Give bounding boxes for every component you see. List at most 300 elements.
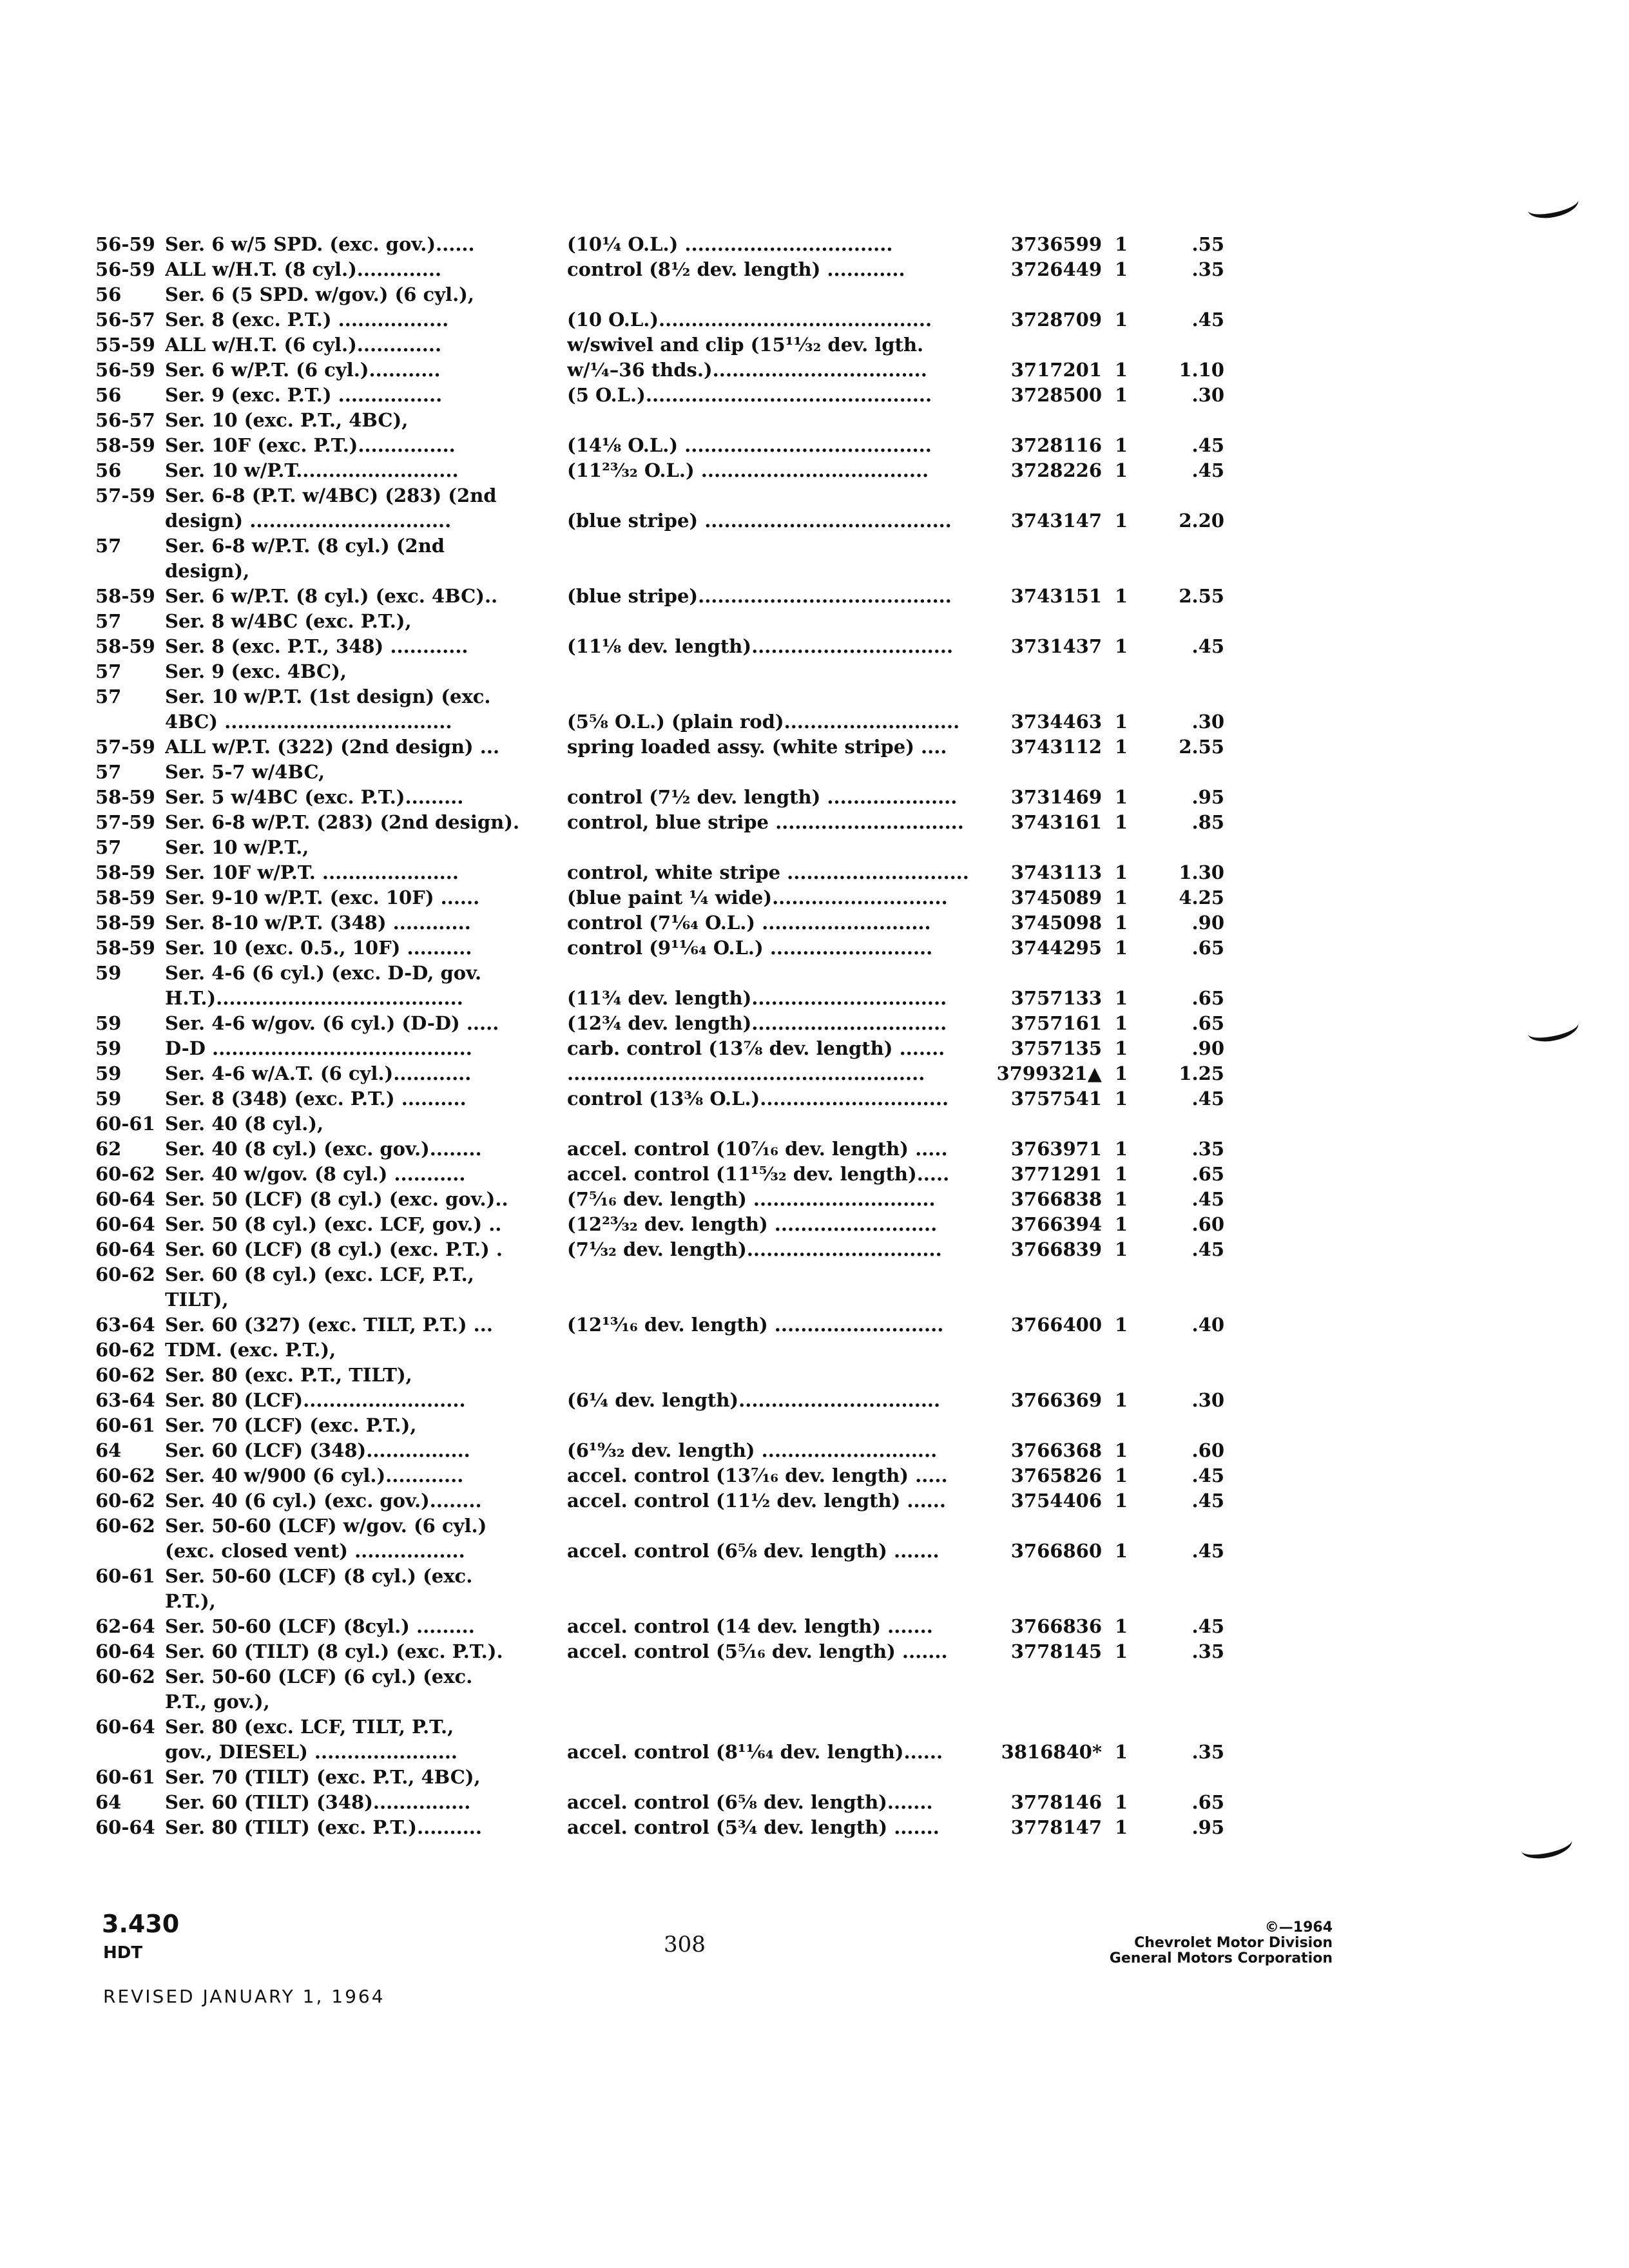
model-description: Ser. 60 (LCF) (348)................: [165, 1439, 470, 1461]
parts-row: [0, 533, 1629, 559]
part-number: 3728116: [1010, 434, 1102, 456]
price: .45: [1191, 309, 1224, 331]
part-number: 3799321▲: [996, 1062, 1102, 1084]
model-years: 60-62: [95, 1666, 155, 1687]
model-description: ALL w/H.T. (6 cyl.).............: [165, 334, 442, 356]
parts-row: [0, 1363, 1629, 1388]
model-description: Ser. 4-6 w/gov. (6 cyl.) (D-D) .....: [165, 1012, 499, 1034]
model-description: Ser. 60 (327) (exc. TILT, P.T.) ...: [165, 1314, 493, 1336]
part-number: 3743151: [1010, 585, 1102, 607]
parts-row: [0, 1689, 1629, 1715]
model-years: 58-59: [95, 887, 155, 908]
parts-row: [0, 508, 1629, 533]
part-number: 3766836: [1010, 1615, 1102, 1637]
parts-row: [0, 257, 1629, 282]
price: .65: [1191, 1791, 1224, 1813]
part-description: control, white stripe ............................: [567, 861, 969, 883]
quantity: 1: [1114, 736, 1128, 758]
model-years: 56-59: [95, 359, 155, 381]
quantity: 1: [1114, 1540, 1128, 1562]
price: .35: [1191, 258, 1224, 280]
price: .90: [1191, 912, 1224, 934]
quantity: 1: [1114, 1012, 1128, 1034]
parts-row: [0, 483, 1629, 508]
parts-row: [0, 1715, 1629, 1740]
parts-row: [0, 1111, 1629, 1137]
part-number: 3778146: [1010, 1791, 1102, 1813]
model-description: design) ...............................: [165, 510, 452, 532]
quantity: 1: [1114, 434, 1128, 456]
part-description: control, blue stripe .............................: [567, 811, 964, 833]
quantity: 1: [1114, 987, 1128, 1009]
model-description: Ser. 50-60 (LCF) (6 cyl.) (exc.: [165, 1666, 473, 1687]
model-description: Ser. 6 w/P.T. (8 cyl.) (exc. 4BC)..: [165, 585, 498, 607]
model-years: 62: [95, 1138, 122, 1160]
parts-row: [0, 961, 1629, 986]
model-years: 60-61: [95, 1565, 155, 1587]
part-number: 3757161: [1010, 1012, 1102, 1034]
quantity: 1: [1114, 459, 1128, 481]
part-description: .......................................................: [567, 1062, 925, 1084]
parts-row: [0, 1614, 1629, 1639]
model-years: 56-57: [95, 309, 155, 331]
parts-row: [0, 659, 1629, 684]
part-description: (6¹⁹⁄₃₂ dev. length) ...........................: [567, 1439, 938, 1461]
quantity: 1: [1114, 1389, 1128, 1411]
model-years: 63-64: [95, 1314, 155, 1336]
parts-row: [0, 885, 1629, 910]
part-description: (7⁵⁄₁₆ dev. length) ............................: [567, 1188, 936, 1210]
model-years: 59: [95, 1062, 122, 1084]
model-description: Ser. 40 w/900 (6 cyl.)............: [165, 1465, 464, 1486]
parts-row: [0, 1539, 1629, 1564]
model-years: 60-61: [95, 1113, 155, 1135]
model-description: Ser. 80 (exc. P.T., TILT),: [165, 1364, 412, 1386]
quantity: 1: [1114, 635, 1128, 657]
model-years: 57: [95, 686, 122, 707]
model-years: 59: [95, 1088, 122, 1110]
parts-row: [0, 1815, 1629, 1840]
model-description: Ser. 50-60 (LCF) (8 cyl.) (exc.: [165, 1565, 473, 1587]
quantity: 1: [1114, 585, 1128, 607]
parts-row: [0, 1790, 1629, 1815]
model-years: 58-59: [95, 635, 155, 657]
model-years: 60-62: [95, 1465, 155, 1486]
part-description: control (7¹⁄₆₄ O.L.) ..........................: [567, 912, 931, 934]
price: .45: [1191, 459, 1224, 481]
part-description: (12¹³⁄₁₆ dev. length) ..........................: [567, 1314, 944, 1336]
model-years: 57-59: [95, 485, 155, 506]
model-description: Ser. 6 w/P.T. (6 cyl.)...........: [165, 359, 441, 381]
part-description: accel. control (13⁷⁄₁₆ dev. length) .....: [567, 1465, 948, 1486]
model-years: 60-61: [95, 1414, 155, 1436]
part-description: w/swivel and clip (15¹¹⁄₃₂ dev. lgth.: [567, 334, 924, 356]
model-years: 60-64: [95, 1188, 155, 1210]
quantity: 1: [1114, 1238, 1128, 1260]
part-description: control (9¹¹⁄₆₄ O.L.) .........................: [567, 937, 933, 959]
part-number: 3766400: [1010, 1314, 1102, 1336]
part-number: 3744295: [1010, 937, 1102, 959]
parts-row: [0, 986, 1629, 1011]
model-description: (exc. closed vent) .................: [165, 1540, 465, 1562]
quantity: 1: [1114, 384, 1128, 406]
model-years: 60-61: [95, 1766, 155, 1788]
model-years: 60-62: [95, 1490, 155, 1512]
part-description: accel. control (5⁵⁄₁₆ dev. length) .......: [567, 1640, 948, 1662]
price: .95: [1191, 1816, 1224, 1838]
price: .95: [1191, 786, 1224, 808]
model-description: Ser. 40 (8 cyl.) (exc. gov.)........: [165, 1138, 482, 1160]
price: .45: [1191, 1540, 1224, 1562]
part-description: accel. control (11¹⁵⁄₃₂ dev. length).....: [567, 1163, 950, 1185]
model-description: Ser. 70 (LCF) (exc. P.T.),: [165, 1414, 417, 1436]
model-description: Ser. 60 (LCF) (8 cyl.) (exc. P.T.) .: [165, 1238, 503, 1260]
price: .90: [1191, 1037, 1224, 1059]
part-description: (6¼ dev. length)...............................: [567, 1389, 941, 1411]
part-number: 3771291: [1010, 1163, 1102, 1185]
model-description: Ser. 10 w/P.T.........................: [165, 459, 459, 481]
price: 2.20: [1179, 510, 1224, 532]
model-years: 55-59: [95, 334, 155, 356]
model-years: 59: [95, 962, 122, 984]
quantity: 1: [1114, 233, 1128, 255]
parts-row: [0, 1589, 1629, 1614]
model-years: 56-59: [95, 233, 155, 255]
part-description: w/¼–36 thds.).................................: [567, 359, 927, 381]
quantity: 1: [1114, 1816, 1128, 1838]
model-description: Ser. 6 (5 SPD. w/gov.) (6 cyl.),: [165, 284, 474, 305]
quantity: 1: [1114, 258, 1128, 280]
quantity: 1: [1114, 1314, 1128, 1336]
parts-row: [0, 282, 1629, 307]
part-description: accel. control (10⁷⁄₁₆ dev. length) .....: [567, 1138, 948, 1160]
model-years: 57-59: [95, 811, 155, 833]
parts-row: [0, 383, 1629, 408]
part-description: accel. control (5¾ dev. length) .......: [567, 1816, 940, 1838]
binder-mark: [1525, 188, 1581, 222]
model-description: P.T.),: [165, 1590, 216, 1612]
model-years: 60-64: [95, 1816, 155, 1838]
section-code: HDT: [103, 1943, 143, 1963]
price: .60: [1191, 1213, 1224, 1235]
model-years: 64: [95, 1439, 122, 1461]
model-description: TILT),: [165, 1289, 229, 1311]
parts-row: [0, 1086, 1629, 1111]
quantity: 1: [1114, 786, 1128, 808]
parts-row: [0, 1413, 1629, 1438]
model-description: Ser. 80 (TILT) (exc. P.T.)..........: [165, 1816, 482, 1838]
parts-row: [0, 810, 1629, 835]
quantity: 1: [1114, 1138, 1128, 1160]
part-description: (7¹⁄₃₂ dev. length)..............................: [567, 1238, 942, 1260]
part-description: (blue stripe).......................................: [567, 585, 952, 607]
price: .45: [1191, 1088, 1224, 1110]
parts-row: [0, 1514, 1629, 1539]
model-description: H.T.)......................................: [165, 987, 463, 1009]
price: .40: [1191, 1314, 1224, 1336]
model-years: 60-64: [95, 1213, 155, 1235]
part-number: 3766839: [1010, 1238, 1102, 1260]
division-line: Chevrolet Motor Division: [1134, 1935, 1333, 1951]
model-years: 59: [95, 1012, 122, 1034]
model-years: 60-62: [95, 1264, 155, 1285]
quantity: 1: [1114, 1062, 1128, 1084]
model-description: Ser. 9-10 w/P.T. (exc. 10F) ......: [165, 887, 480, 908]
price: 2.55: [1179, 736, 1224, 758]
part-description: (10 O.L.)..........................................: [567, 309, 932, 331]
parts-row: [0, 760, 1629, 785]
model-description: Ser. 60 (TILT) (348)...............: [165, 1791, 471, 1813]
part-description: accel. control (6⅝ dev. length) .......: [567, 1540, 940, 1562]
model-description: Ser. 4-6 w/A.T. (6 cyl.)............: [165, 1062, 472, 1084]
quantity: 1: [1114, 912, 1128, 934]
price: .60: [1191, 1439, 1224, 1461]
quantity: 1: [1114, 1791, 1128, 1813]
parts-list: [0, 232, 1629, 1840]
model-description: D-D ........................................: [165, 1037, 472, 1059]
model-description: Ser. 5 w/4BC (exc. P.T.).........: [165, 786, 464, 808]
part-description: accel. control (6⅝ dev. length).......: [567, 1791, 933, 1813]
part-description: control (8½ dev. length) ............: [567, 258, 905, 280]
part-number: 3731469: [1010, 786, 1102, 808]
parts-row: [0, 684, 1629, 709]
price: .65: [1191, 937, 1224, 959]
part-number: 3734463: [1010, 711, 1102, 733]
price: .35: [1191, 1138, 1224, 1160]
parts-row: [0, 785, 1629, 810]
parts-row: [0, 1388, 1629, 1413]
model-years: 57-59: [95, 736, 155, 758]
quantity: 1: [1114, 359, 1128, 381]
model-description: Ser. 8 (exc. P.T., 348) ............: [165, 635, 468, 657]
model-description: Ser. 10F w/P.T. .....................: [165, 861, 459, 883]
part-description: control (7½ dev. length) ....................: [567, 786, 958, 808]
quantity: 1: [1114, 510, 1128, 532]
part-number: 3736599: [1010, 233, 1102, 255]
part-number: 3717201: [1010, 359, 1102, 381]
model-description: Ser. 9 (exc. 4BC),: [165, 660, 347, 682]
price: .35: [1191, 1640, 1224, 1662]
model-description: TDM. (exc. P.T.),: [165, 1339, 336, 1361]
revision-date: REVISED JANUARY 1, 1964: [103, 1986, 385, 2007]
part-description: (11⅛ dev. length)...............................: [567, 635, 954, 657]
part-number: 3763971: [1010, 1138, 1102, 1160]
part-number: 3731437: [1010, 635, 1102, 657]
part-number: 3745098: [1010, 912, 1102, 934]
part-number: 3778145: [1010, 1640, 1102, 1662]
model-description: Ser. 50-60 (LCF) w/gov. (6 cyl.): [165, 1515, 487, 1537]
quantity: 1: [1114, 1490, 1128, 1512]
part-number: 3765826: [1010, 1465, 1102, 1486]
quantity: 1: [1114, 309, 1128, 331]
model-description: Ser. 10 (exc. 0.5., 10F) ..........: [165, 937, 472, 959]
model-years: 64: [95, 1791, 122, 1813]
page-number: 308: [664, 1932, 706, 1957]
parts-row: [0, 358, 1629, 383]
price: .55: [1191, 233, 1224, 255]
price: 4.25: [1179, 887, 1224, 908]
part-description: accel. control (11½ dev. length) ......: [567, 1490, 946, 1512]
parts-row: [0, 1664, 1629, 1689]
quantity: 1: [1114, 1213, 1128, 1235]
parts-row: [0, 1036, 1629, 1061]
parts-row: [0, 1639, 1629, 1664]
model-years: 57: [95, 761, 122, 783]
parts-row: [0, 1137, 1629, 1162]
quantity: 1: [1114, 937, 1128, 959]
price: .45: [1191, 1490, 1224, 1512]
parts-row: [0, 634, 1629, 659]
price: .65: [1191, 1163, 1224, 1185]
quantity: 1: [1114, 811, 1128, 833]
part-description: accel. control (8¹¹⁄₆₄ dev. length)......: [567, 1741, 943, 1763]
part-number: 3743147: [1010, 510, 1102, 532]
model-years: 57: [95, 535, 122, 557]
parts-row: [0, 860, 1629, 885]
quantity: 1: [1114, 1037, 1128, 1059]
model-description: Ser. 10F (exc. P.T.)...............: [165, 434, 456, 456]
part-description: accel. control (14 dev. length) .......: [567, 1615, 933, 1637]
quantity: 1: [1114, 711, 1128, 733]
section-number: 3.430: [102, 1910, 180, 1938]
corporation-line: General Motors Corporation: [1109, 1950, 1333, 1966]
part-number: 3726449: [1010, 258, 1102, 280]
part-description: (5 O.L.)............................................: [567, 384, 932, 406]
model-years: 60-64: [95, 1640, 155, 1662]
parts-row: [0, 1287, 1629, 1312]
model-description: Ser. 6-8 w/P.T. (283) (2nd design).: [165, 811, 520, 833]
part-number: 3757541: [1010, 1088, 1102, 1110]
model-description: Ser. 10 (exc. P.T., 4BC),: [165, 409, 409, 431]
part-description: control (13⅜ O.L.).............................: [567, 1088, 949, 1110]
model-years: 59: [95, 1037, 122, 1059]
part-number: 3766368: [1010, 1439, 1102, 1461]
model-description: 4BC) ...................................: [165, 711, 452, 733]
model-years: 56: [95, 459, 122, 481]
quantity: 1: [1114, 861, 1128, 883]
part-number: 3766369: [1010, 1389, 1102, 1411]
parts-row: [0, 835, 1629, 860]
part-number: 3754406: [1010, 1490, 1102, 1512]
price: .30: [1191, 1389, 1224, 1411]
parts-row: [0, 1162, 1629, 1187]
model-description: Ser. 40 (8 cyl.),: [165, 1113, 324, 1135]
parts-row: [0, 584, 1629, 609]
model-description: Ser. 9 (exc. P.T.) ................: [165, 384, 443, 406]
price: 1.25: [1179, 1062, 1224, 1084]
model-description: ALL w/H.T. (8 cyl.).............: [165, 258, 442, 280]
part-description: (11¾ dev. length)..............................: [567, 987, 947, 1009]
model-years: 56: [95, 284, 122, 305]
price: .45: [1191, 1615, 1224, 1637]
model-description: Ser. 8 (exc. P.T.) .................: [165, 309, 449, 331]
model-years: 60-64: [95, 1716, 155, 1738]
model-description: Ser. 5-7 w/4BC,: [165, 761, 325, 783]
model-description: Ser. 6-8 w/P.T. (8 cyl.) (2nd: [165, 535, 445, 557]
parts-row: [0, 1061, 1629, 1086]
part-description: (14⅛ O.L.) ......................................: [567, 434, 932, 456]
part-number: 3743113: [1010, 861, 1102, 883]
copyright-line: ©—1964: [1264, 1919, 1333, 1936]
model-years: 57: [95, 836, 122, 858]
model-years: 58-59: [95, 937, 155, 959]
quantity: 1: [1114, 1163, 1128, 1185]
parts-row: [0, 1463, 1629, 1488]
model-description: Ser. 50 (LCF) (8 cyl.) (exc. gov.)..: [165, 1188, 508, 1210]
quantity: 1: [1114, 1640, 1128, 1662]
price: .45: [1191, 1465, 1224, 1486]
model-years: 58-59: [95, 585, 155, 607]
model-description: Ser. 50 (8 cyl.) (exc. LCF, gov.) ..: [165, 1213, 502, 1235]
part-description: spring loaded assy. (white stripe) ....: [567, 736, 947, 758]
model-description: ALL w/P.T. (322) (2nd design) ...: [165, 736, 500, 758]
model-years: 58-59: [95, 912, 155, 934]
model-years: 62-64: [95, 1615, 155, 1637]
model-years: 56-59: [95, 258, 155, 280]
price: .45: [1191, 434, 1224, 456]
model-description: P.T., gov.),: [165, 1691, 270, 1713]
parts-row: [0, 232, 1629, 257]
model-description: Ser. 50-60 (LCF) (8cyl.) .........: [165, 1615, 475, 1637]
parts-row: [0, 332, 1629, 358]
parts-row: [0, 1438, 1629, 1463]
parts-row: [0, 609, 1629, 634]
part-description: carb. control (13⅞ dev. length) .......: [567, 1037, 945, 1059]
quantity: 1: [1114, 1188, 1128, 1210]
parts-row: [0, 1011, 1629, 1036]
part-number: 3728709: [1010, 309, 1102, 331]
model-description: Ser. 4-6 (6 cyl.) (exc. D-D, gov.: [165, 962, 482, 984]
model-years: 56-57: [95, 409, 155, 431]
parts-row: [0, 1488, 1629, 1514]
part-number: 3766860: [1010, 1540, 1102, 1562]
parts-row: [0, 559, 1629, 584]
price: .45: [1191, 1238, 1224, 1260]
model-years: 58-59: [95, 434, 155, 456]
parts-row: [0, 709, 1629, 735]
parts-row: [0, 1212, 1629, 1237]
model-description: Ser. 60 (8 cyl.) (exc. LCF, P.T.,: [165, 1264, 474, 1285]
model-years: 57: [95, 660, 122, 682]
part-number: 3728226: [1010, 459, 1102, 481]
model-description: Ser. 8-10 w/P.T. (348) ............: [165, 912, 471, 934]
model-years: 57: [95, 610, 122, 632]
price: .35: [1191, 1741, 1224, 1763]
parts-row: [0, 936, 1629, 961]
quantity: 1: [1114, 1615, 1128, 1637]
parts-row: [0, 910, 1629, 936]
part-number: 3766394: [1010, 1213, 1102, 1235]
part-number: 3766838: [1010, 1188, 1102, 1210]
parts-row: [0, 1740, 1629, 1765]
parts-row: [0, 1262, 1629, 1287]
model-years: 58-59: [95, 861, 155, 883]
parts-row: [0, 1187, 1629, 1212]
quantity: 1: [1114, 1741, 1128, 1763]
model-years: 63-64: [95, 1389, 155, 1411]
model-years: 60-62: [95, 1163, 155, 1185]
part-number: 3743112: [1010, 736, 1102, 758]
parts-row: [0, 433, 1629, 458]
model-years: 60-62: [95, 1515, 155, 1537]
model-description: design),: [165, 560, 250, 582]
quantity: 1: [1114, 1465, 1128, 1486]
part-number: 3743161: [1010, 811, 1102, 833]
part-description: (blue paint ¼ wide)...........................: [567, 887, 948, 908]
model-years: 60-62: [95, 1339, 155, 1361]
model-description: Ser. 60 (TILT) (8 cyl.) (exc. P.T.).: [165, 1640, 503, 1662]
model-description: Ser. 80 (LCF).........................: [165, 1389, 466, 1411]
